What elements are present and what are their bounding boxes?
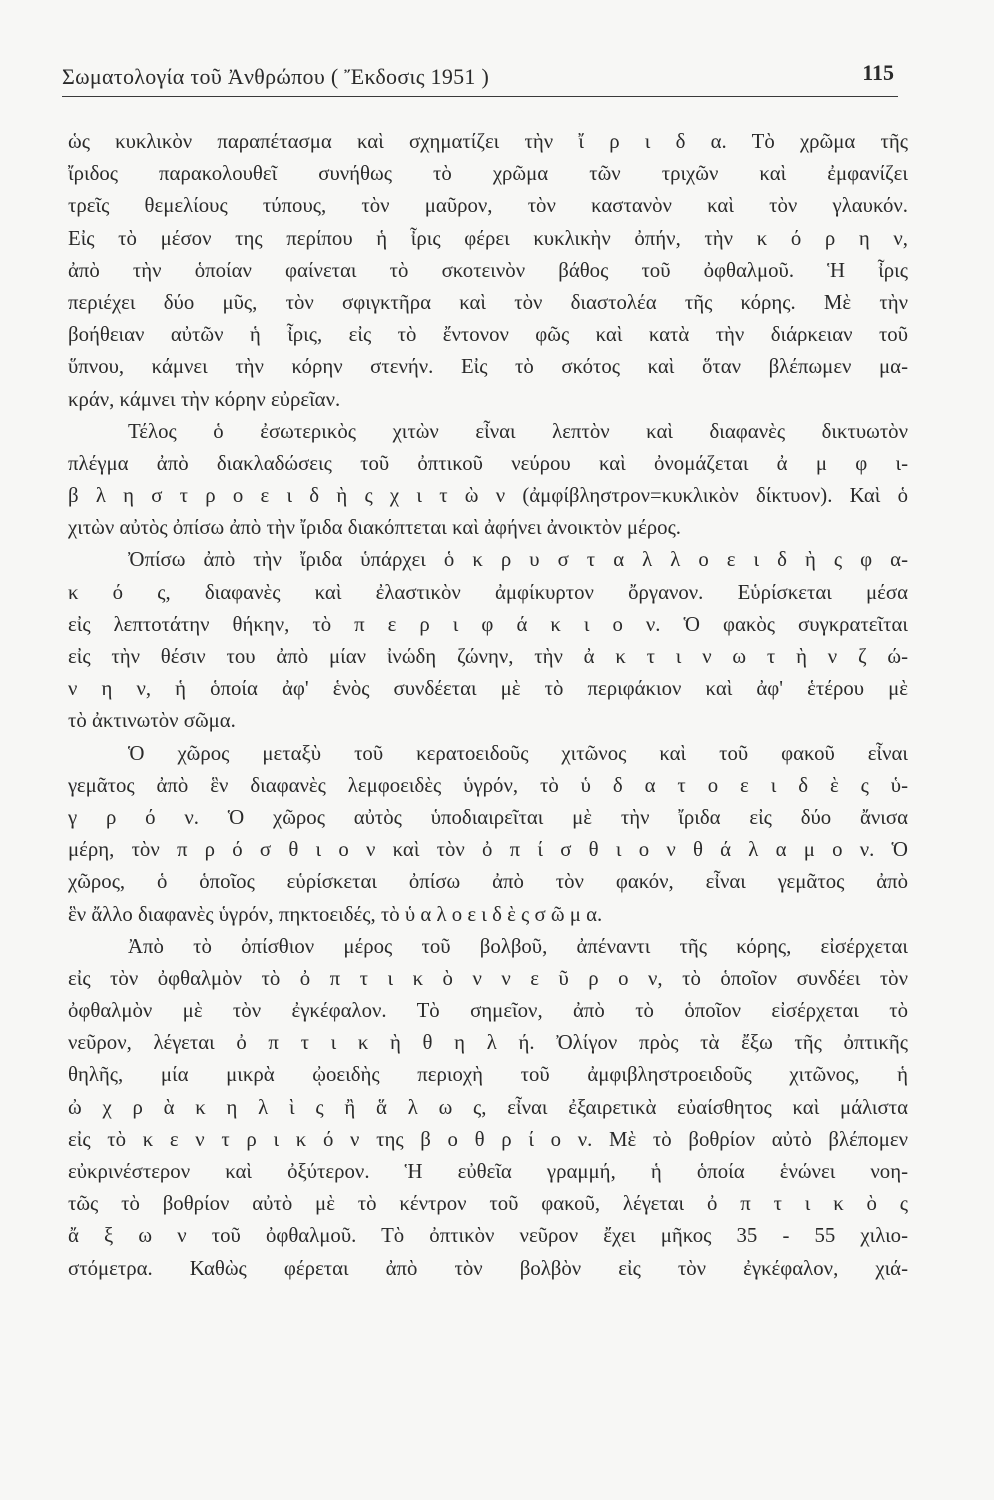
text-line: ἀπὸ τὴν ὁποίαν φαίνεται τὸ σκοτεινὸν βάθος τοῦ ὀφθαλμοῦ. Ἡ ἶρις — [68, 258, 908, 282]
text-line: τὸ ἀκτινωτὸν σῶμα. — [68, 709, 236, 733]
text-line: νεῦρον, λέγεται ὀ π τ ι κ ὴ θ η λ ή. Ὀλίγον πρὸς τὰ ἔξω τῆς ὀπτικῆς — [68, 1031, 908, 1055]
text-line: τρεῖς θεμελίους τύπους, τὸν μαῦρον, τὸν καστανὸν καὶ τὸν γλαυκόν. — [68, 194, 908, 218]
text-line: εὐκρινέστερον καὶ ὀξύτερον. Ἡ εὐθεῖα γραμμή, ἡ ὁποία ἑνώνει νοη- — [68, 1160, 908, 1183]
text-line: εἰς τὸν ὀφθαλμὸν τὸ ὀ π τ ι κ ὸ ν ν ε ῦ ρ ο ν, τὸ ὁποῖον συνδέει τὸν — [68, 966, 908, 990]
text-line: β λ η σ τ ρ ο ε ι δ ὴ ς χ ι τ ὼ ν (ἀμφίβληστρον=κυκλικὸν δίκτυον). Καὶ ὁ — [68, 484, 908, 508]
text-line: Ὀπίσω ἀπὸ τὴν ἴριδα ὑπάρχει ὁ κ ρ υ σ τ α λ λ ο ε ι δ ὴ ς φ α- — [128, 548, 908, 572]
text-line: εἰς λεπτοτάτην θήκην, τὸ π ε ρ ι φ ά κ ι ο ν. Ὁ φακὸς συγκρατεῖται — [68, 612, 908, 636]
text-line: ὡς κυκλικὸν παραπέτασμα καὶ σχηματίζει τὴν ἴ ρ ι δ α. Τὸ χρῶμα τῆς — [68, 130, 908, 153]
text-line: στόμετρα. Καθὼς φέρεται ἀπὸ τὸν βολβὸν εἰς τὸν ἐγκέφαλον, χιά- — [68, 1256, 908, 1280]
text-line: πλέγμα ἀπὸ διακλαδώσεις τοῦ ὀπτικοῦ νεύρου καὶ ὀνομάζεται ἀ μ φ ι- — [68, 451, 908, 475]
running-title: Σωματολογία τοῦ Ἀνθρώπου ( Ἔκδοσις 1951 ) — [62, 64, 490, 89]
text-line: εἰς τὸ κ ε ν τ ρ ι κ ό ν της β ο θ ρ ί ο ν. Μὲ τὸ βοθρίον αὐτὸ βλέπομεν — [68, 1127, 908, 1151]
text-line: βοήθειαν αὐτῶν ἡ ἶρις, εἰς τὸ ἔντονον φῶς καὶ κατὰ τὴν διάρκειαν τοῦ — [68, 323, 908, 347]
body-text — [68, 126, 908, 1285]
text-line: κράν, κάμνει τὴν κόρην εὐρεῖαν. — [68, 387, 341, 411]
text-line: θηλῆς, μία μικρὰ ᾠοειδὴς περιοχὴ τοῦ ἀμφιβληστροειδοῦς χιτῶνος, ἡ — [68, 1063, 908, 1087]
text-line: ἴριδος παρακολουθεῖ συνήθως τὸ χρῶμα τῶν τριχῶν καὶ ἐμφανίζει — [68, 162, 908, 186]
text-line: Ὁ χῶρος μεταξὺ τοῦ κερατοειδοῦς χιτῶνος καὶ τοῦ φακοῦ εἶναι — [128, 741, 908, 765]
text-line: γ ρ ό ν. Ὁ χῶρος αὐτὸς ὑποδιαιρεῖται μὲ τὴν ἴριδα εἰς δύο ἄνισα — [68, 805, 908, 829]
text-line: χῶρος, ὁ ὁποῖος εὑρίσκεται ὀπίσω ἀπὸ τὸν φακόν, εἶναι γεμᾶτος ἀπὸ — [68, 870, 908, 894]
text-line: χιτὼν αὐτὸς ὀπίσω ἀπὸ τὴν ἴριδα διακόπτεται καὶ ἀφήνει ἀνοικτὸν μέρος. — [68, 516, 682, 540]
page-number: 115 — [862, 60, 894, 85]
text-line: ὕπνου, κάμνει τὴν κόρην στενήν. Εἰς τὸ σκότος καὶ ὅταν βλέπωμεν μα- — [68, 355, 908, 379]
text-line: μέρη, τὸν π ρ ό σ θ ι ο ν καὶ τὸν ὀ π ί σ θ ι ο ν θ ά λ α μ ο ν. Ὁ — [68, 838, 908, 862]
text-line: ὀφθαλμὸν μὲ τὸν ἐγκέφαλον. Τὸ σημεῖον, ἀπὸ τὸ ὁποῖον εἰσέρχεται τὸ — [68, 999, 908, 1023]
text-line: τῶς τὸ βοθρίον αὐτὸ μὲ τὸ κέντρον τοῦ φακοῦ, λέγεται ὀ π τ ι κ ὸ ς — [68, 1192, 908, 1216]
text-line: ὠ χ ρ ὰ κ η λ ὶ ς ἢ ἅ λ ω ς, εἶναι ἐξαιρετικὰ εὐαίσθητος καὶ μάλιστα — [68, 1095, 908, 1119]
text-line: Ἀπὸ τὸ ὀπίσθιον μέρος τοῦ βολβοῦ, ἀπέναντι τῆς κόρης, εἰσέρχεται — [128, 934, 908, 958]
text-line: εἰς τὴν θέσιν του ἀπὸ μίαν ἰνώδη ζώνην, τὴν ἀ κ τ ι ν ω τ ὴ ν ζ ώ- — [68, 645, 908, 668]
text-line: ἄ ξ ω ν τοῦ ὀφθαλμοῦ. Τὸ ὀπτικὸν νεῦρον ἔχει μῆκος 35 - 55 χιλιο- — [68, 1224, 908, 1248]
text-line: Τέλος ὁ ἐσωτερικὸς χιτὼν εἶναι λεπτὸν καὶ διαφανὲς δικτυωτὸν — [128, 419, 908, 443]
running-header — [62, 60, 898, 97]
text-line: ἓν ἄλλο διαφανὲς ὑγρόν, πηκτοειδές, τὸ ὑ α λ ο ε ι δ ὲ ς σ ῶ μ α. — [68, 902, 603, 926]
text-line: γεμᾶτος ἀπὸ ἓν διαφανὲς λεμφοειδὲς ὑγρόν, τὸ ὑ δ α τ ο ε ι δ ὲ ς ὑ- — [68, 773, 908, 797]
text-line: κ ό ς, διαφανὲς καὶ ἐλαστικὸν ἀμφίκυρτον ὄργανον. Εὑρίσκεται μέσα — [68, 580, 908, 604]
text-line: περιέχει δύο μῦς, τὸν σφιγκτῆρα καὶ τὸν διαστολέα τῆς κόρης. Μὲ τὴν — [68, 290, 908, 314]
text-line: ν η ν, ἡ ὁποία ἀφ' ἑνὸς συνδέεται μὲ τὸ περιφάκιον καὶ ἀφ' ἑτέρου μὲ — [68, 677, 908, 701]
text-line: Εἰς τὸ μέσον της περίπου ἡ ἶρις φέρει κυκλικὴν ὀπήν, τὴν κ ό ρ η ν, — [68, 226, 908, 250]
